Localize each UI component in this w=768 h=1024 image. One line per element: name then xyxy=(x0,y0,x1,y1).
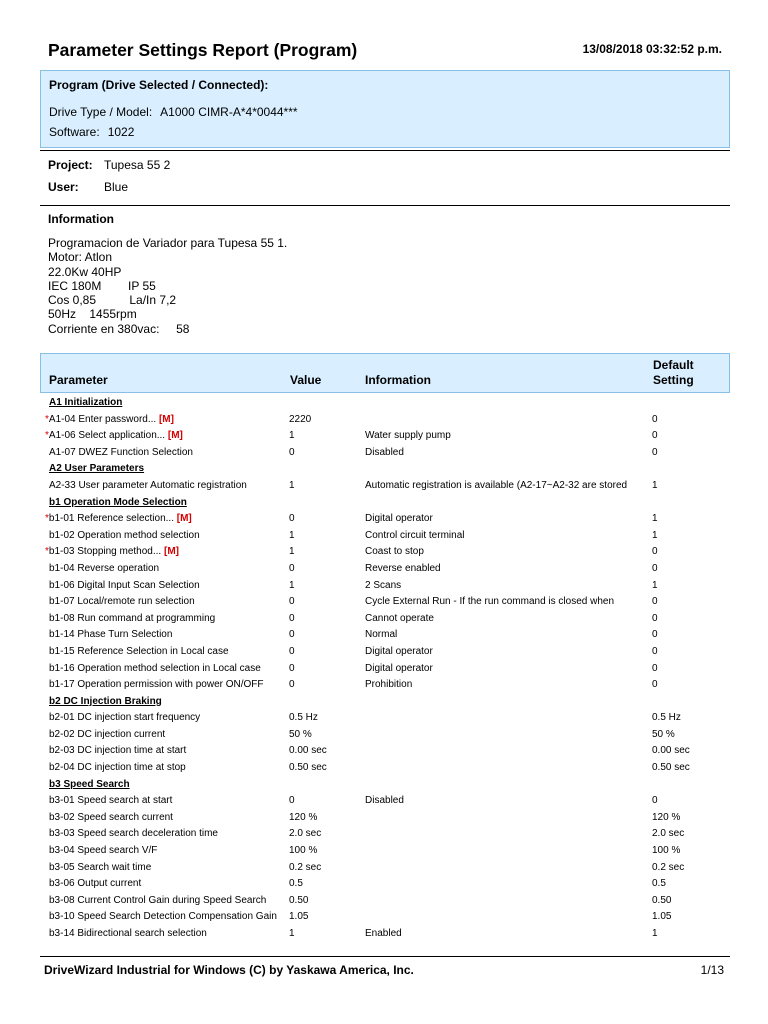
modified-marker: [M] xyxy=(158,413,174,425)
modified-marker: [M] xyxy=(167,430,183,442)
param-cell xyxy=(45,513,192,524)
value-cell: 100 % xyxy=(289,845,318,857)
param-name: b3-06 Output current xyxy=(49,878,142,890)
param-cell xyxy=(49,563,159,574)
information-cell: 2 Scans xyxy=(365,579,402,591)
default-cell: 0.50 xyxy=(652,894,672,906)
param-name: b1-07 Local/remote run selection xyxy=(49,596,195,608)
param-cell xyxy=(45,430,183,441)
param-cell xyxy=(49,845,157,856)
param-cell xyxy=(49,878,141,889)
table-row xyxy=(40,594,730,611)
information-line: 50Hz 1455rpm xyxy=(48,307,137,322)
param-name: A1-06 Select application... xyxy=(48,430,166,442)
default-cell: 100 % xyxy=(652,845,681,857)
information-line: Corriente en 380vac: 58 xyxy=(48,321,190,336)
param-name: b2-01 DC injection start frequency xyxy=(49,712,201,724)
default-cell: 0.5 xyxy=(652,878,666,890)
table-row xyxy=(40,760,730,777)
default-cell: 120 % xyxy=(652,811,681,823)
param-name: b1-16 Operation method selection in Local case xyxy=(49,662,261,674)
project-line xyxy=(48,158,170,172)
divider xyxy=(40,150,730,151)
software-value: 1022 xyxy=(107,125,135,139)
param-name: b1-06 Digital Input Scan Selection xyxy=(49,579,200,591)
param-name: b3-03 Speed search deceleration time xyxy=(49,828,218,840)
value-cell: 0.00 sec xyxy=(289,745,327,757)
param-name: b3-10 Speed Search Detection Compensation Gain xyxy=(49,911,277,923)
col-header-default-2: Setting xyxy=(653,373,694,387)
parameter-table-body xyxy=(40,395,730,943)
information-cell: Normal xyxy=(365,629,398,641)
footer-credit: DriveWizard Industrial for Windows (C) by Yaskawa America, Inc. xyxy=(44,963,414,977)
default-cell: 0 xyxy=(652,562,658,574)
value-cell: 0 xyxy=(289,562,295,574)
software-label: Software: xyxy=(49,125,100,139)
table-row xyxy=(40,743,730,760)
table-row xyxy=(40,478,730,495)
software-line xyxy=(49,125,134,139)
value-cell: 1 xyxy=(289,579,295,591)
information-line: IEC 180M IP 55 xyxy=(48,278,156,293)
value-cell: 50 % xyxy=(289,728,312,740)
value-cell: 0 xyxy=(289,612,295,624)
param-name: b3-08 Current Control Gain during Speed Search xyxy=(49,894,267,906)
param-name: b1-15 Reference Selection in Local case xyxy=(49,645,229,657)
drive-type-line xyxy=(49,105,298,119)
value-cell: 2.0 sec xyxy=(289,828,322,840)
param-name: b1-08 Run command at programming xyxy=(49,612,216,624)
information-cell: Disabled xyxy=(365,795,404,807)
default-cell: 0 xyxy=(652,430,658,442)
group-header-row xyxy=(40,495,730,512)
table-row xyxy=(40,826,730,843)
information-cell: Water supply pump xyxy=(365,430,451,442)
group-header-row xyxy=(40,461,730,478)
value-cell: 0.50 sec xyxy=(289,762,327,774)
report-timestamp: 13/08/2018 03:32:52 p.m. xyxy=(582,42,722,56)
param-name: b3-05 Search wait time xyxy=(49,861,152,873)
default-cell: 1 xyxy=(652,928,658,939)
group-header-row xyxy=(40,694,730,711)
value-cell: 120 % xyxy=(289,811,318,823)
information-cell: Disabled xyxy=(365,446,404,458)
modified-star: * xyxy=(45,430,49,442)
value-cell: 0 xyxy=(289,513,295,525)
information-cell: Control circuit terminal xyxy=(365,529,465,541)
value-cell: 0 xyxy=(289,446,295,458)
default-cell: 0 xyxy=(652,446,658,458)
param-name: b3-14 Bidirectional search selection xyxy=(49,928,207,939)
default-cell: 0 xyxy=(652,413,658,425)
program-box xyxy=(40,70,730,148)
param-cell xyxy=(49,795,172,806)
param-cell xyxy=(49,613,215,624)
col-header-parameter: Parameter xyxy=(49,373,108,387)
table-row xyxy=(40,677,730,694)
value-cell: 0 xyxy=(289,662,295,674)
group-header-row xyxy=(40,777,730,794)
user-value: Blue xyxy=(104,180,129,194)
param-cell xyxy=(49,745,186,756)
group-title: b1 Operation Mode Selection xyxy=(49,496,187,508)
table-row xyxy=(40,445,730,462)
project-value: Tupesa 55 2 xyxy=(104,158,171,172)
information-body xyxy=(48,236,287,336)
information-line: 22.0Kw 40HP xyxy=(48,264,122,279)
table-header xyxy=(40,353,730,393)
value-cell: 0.5 xyxy=(289,878,303,890)
information-cell: Automatic registration is available (A2-17~A2-32 are stored xyxy=(365,479,628,491)
param-name: b1-03 Stopping method... xyxy=(48,546,162,558)
value-cell: 2220 xyxy=(289,413,312,425)
information-cell: Cycle External Run - If the run command is closed when xyxy=(365,596,614,608)
footer-divider xyxy=(40,956,730,957)
param-cell xyxy=(49,712,200,723)
default-cell: 50 % xyxy=(652,728,675,740)
table-row xyxy=(40,412,730,429)
default-cell: 0 xyxy=(652,546,658,558)
param-cell xyxy=(49,480,247,491)
param-cell xyxy=(49,812,173,823)
param-cell xyxy=(49,580,200,591)
table-row xyxy=(40,860,730,877)
param-name: b1-01 Reference selection... xyxy=(48,513,174,525)
param-cell xyxy=(49,729,165,740)
table-row xyxy=(40,793,730,810)
default-cell: 1 xyxy=(652,529,658,541)
param-cell xyxy=(49,629,172,640)
param-name: b3-04 Speed search V/F xyxy=(49,845,158,857)
default-cell: 0 xyxy=(652,596,658,608)
default-cell: 0 xyxy=(652,629,658,641)
param-cell xyxy=(49,895,266,906)
report-header xyxy=(48,40,728,66)
user-line xyxy=(48,180,128,194)
modified-marker: [M] xyxy=(176,513,192,525)
group-title: A1 Initialization xyxy=(49,397,123,408)
param-name: b3-02 Speed search current xyxy=(49,811,173,823)
col-header-default-1: Default xyxy=(653,358,694,372)
value-cell: 0 xyxy=(289,645,295,657)
user-label: User: xyxy=(48,180,79,194)
col-header-value: Value xyxy=(290,373,322,387)
group-title: b3 Speed Search xyxy=(49,778,130,790)
param-name: b2-03 DC injection time at start xyxy=(49,745,187,757)
default-cell: 0.00 sec xyxy=(652,745,690,757)
param-cell xyxy=(49,596,195,607)
value-cell: 1.05 xyxy=(289,911,309,923)
default-cell: 1 xyxy=(652,579,658,591)
param-name: b1-17 Operation permission with power ON/OFF xyxy=(49,679,264,691)
default-cell: 1 xyxy=(652,513,658,525)
default-cell: 0 xyxy=(652,645,658,657)
table-row xyxy=(40,661,730,678)
value-cell: 1 xyxy=(289,529,295,541)
col-header-information: Information xyxy=(365,373,431,387)
information-cell: Digital operator xyxy=(365,662,433,674)
table-row xyxy=(40,644,730,661)
information-cell: Cannot operate xyxy=(365,612,434,624)
param-name: A1-07 DWEZ Function Selection xyxy=(49,446,193,458)
report-title: Parameter Settings Report (Program) xyxy=(48,40,358,60)
default-cell: 0 xyxy=(652,795,658,807)
group-header-row xyxy=(40,395,730,412)
param-name: A1-04 Enter password... xyxy=(48,413,157,425)
information-cell: Reverse enabled xyxy=(365,562,441,574)
divider xyxy=(40,205,730,206)
information-line: Programacion de Variador para Tupesa 55 1. xyxy=(48,236,288,250)
program-heading: Program (Drive Selected / Connected): xyxy=(49,78,269,92)
table-row xyxy=(40,428,730,445)
drive-type-value: A1000 CIMR-A*4*0044*** xyxy=(160,105,298,119)
table-row xyxy=(40,909,730,926)
table-row xyxy=(40,528,730,545)
value-cell: 1 xyxy=(289,928,295,939)
param-cell xyxy=(49,646,229,657)
param-cell xyxy=(49,911,277,922)
table-row xyxy=(40,843,730,860)
table-row xyxy=(40,578,730,595)
default-cell: 0 xyxy=(652,612,658,624)
param-cell xyxy=(49,762,186,773)
report-page xyxy=(40,0,730,1024)
modified-star: * xyxy=(45,513,49,525)
param-cell xyxy=(45,546,179,557)
param-cell xyxy=(49,530,200,541)
modified-star: * xyxy=(45,546,49,558)
table-row xyxy=(40,727,730,744)
param-name: b1-14 Phase Turn Selection xyxy=(49,629,173,641)
param-cell xyxy=(49,679,264,690)
information-line: Motor: Atlon xyxy=(48,250,113,265)
param-name: A2-33 User parameter Automatic registration xyxy=(49,479,247,491)
default-cell: 1 xyxy=(652,479,658,491)
default-cell: 2.0 sec xyxy=(652,828,685,840)
param-name: b2-04 DC injection time at stop xyxy=(49,762,186,774)
table-row xyxy=(40,611,730,628)
information-cell: Digital operator xyxy=(365,645,433,657)
value-cell: 0.50 xyxy=(289,894,309,906)
table-row xyxy=(40,876,730,893)
project-label: Project: xyxy=(48,158,93,172)
table-row xyxy=(40,561,730,578)
default-cell: 0.50 sec xyxy=(652,762,690,774)
default-cell: 0.2 sec xyxy=(652,861,685,873)
information-cell: Digital operator xyxy=(365,513,433,525)
param-cell xyxy=(49,447,193,458)
param-cell xyxy=(49,828,218,839)
information-title: Information xyxy=(48,212,114,226)
default-cell: 0 xyxy=(652,679,658,691)
param-cell xyxy=(49,663,261,674)
table-row xyxy=(40,544,730,561)
param-name: b2-02 DC injection current xyxy=(49,728,166,740)
param-name: b1-02 Operation method selection xyxy=(49,529,200,541)
table-row xyxy=(40,810,730,827)
value-cell: 0.5 Hz xyxy=(289,712,318,724)
table-row xyxy=(40,710,730,727)
table-row xyxy=(40,627,730,644)
default-cell: 0.5 Hz xyxy=(652,712,681,724)
group-title: A2 User Parameters xyxy=(49,463,145,475)
group-title: b2 DC Injection Braking xyxy=(49,695,162,707)
param-cell xyxy=(45,414,174,425)
information-cell: Enabled xyxy=(365,928,402,939)
modified-marker: [M] xyxy=(164,546,179,558)
page-number: 1/13 xyxy=(700,963,724,977)
drive-type-label: Drive Type / Model: xyxy=(49,105,153,119)
table-row xyxy=(40,893,730,910)
value-cell: 1 xyxy=(289,546,295,558)
value-cell: 0 xyxy=(289,795,295,807)
default-cell: 1.05 xyxy=(652,911,672,923)
param-cell xyxy=(49,862,151,873)
value-cell: 1 xyxy=(289,479,295,491)
value-cell: 0 xyxy=(289,596,295,608)
default-cell: 0 xyxy=(652,662,658,674)
table-row xyxy=(40,926,730,943)
value-cell: 0 xyxy=(289,679,295,691)
information-line: Cos 0,85 La/In 7,2 xyxy=(48,293,177,308)
value-cell: 0 xyxy=(289,629,295,641)
table-row xyxy=(40,511,730,528)
value-cell: 1 xyxy=(289,430,295,442)
param-name: b3-01 Speed search at start xyxy=(49,795,173,807)
param-name: b1-04 Reverse operation xyxy=(49,562,160,574)
value-cell: 0.2 sec xyxy=(289,861,322,873)
information-cell: Coast to stop xyxy=(365,546,424,558)
information-cell: Prohibition xyxy=(365,679,413,691)
modified-star: * xyxy=(45,413,49,425)
param-cell xyxy=(49,928,207,939)
